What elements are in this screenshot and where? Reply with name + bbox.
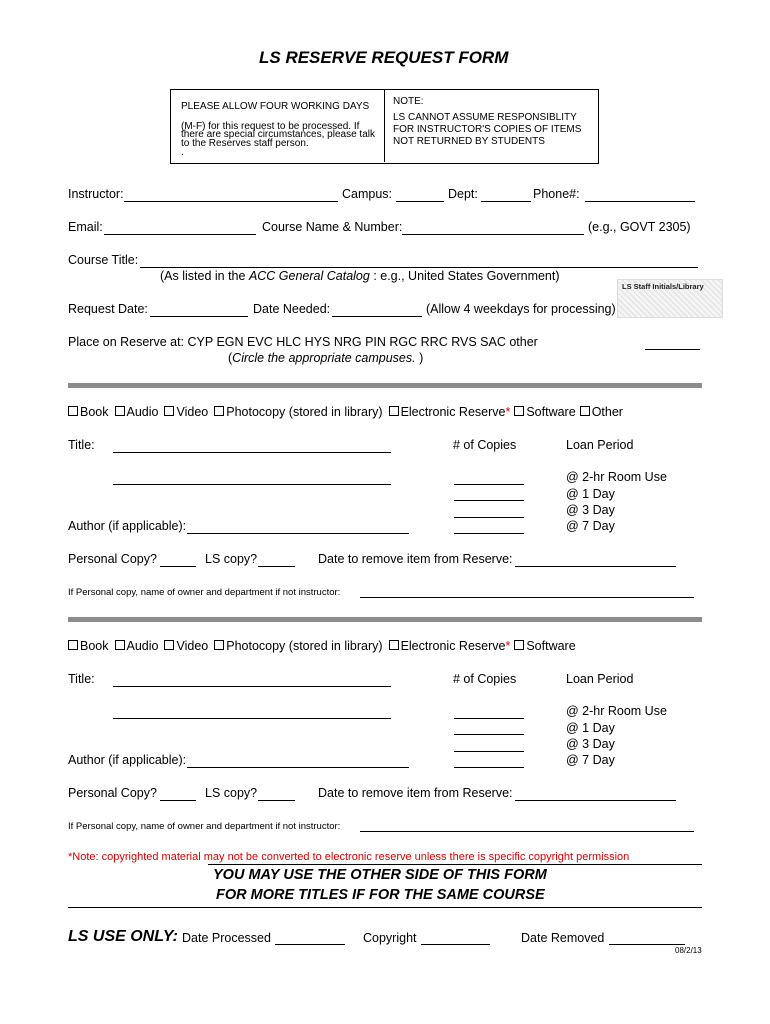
date-processed-field[interactable] xyxy=(275,944,345,945)
s1-loan-label: Loan Period xyxy=(566,438,634,452)
request-date-label: Request Date: xyxy=(68,302,148,316)
s2-ls-copy: LS copy? xyxy=(205,786,258,800)
course-name-label: Course Name & Number: xyxy=(262,220,403,234)
checkbox-icon xyxy=(389,640,399,650)
instructor-field[interactable] xyxy=(124,201,338,202)
type-label: Photocopy (stored in library) xyxy=(226,639,383,653)
copyright-label: Copyright xyxy=(363,931,417,945)
checkbox-icon xyxy=(580,406,590,416)
type-label: Photocopy (stored in library) xyxy=(226,405,383,419)
notice-line2: (M-F) for this request to be processed. If xyxy=(181,121,360,132)
s2-date-remove-field[interactable] xyxy=(515,800,676,801)
notice-divider xyxy=(384,89,385,162)
course-title-label: Course Title: xyxy=(68,253,139,267)
checkbox-icon xyxy=(514,406,524,416)
s1-copies-label: # of Copies xyxy=(453,438,517,452)
s2-owner-note: If Personal copy, name of owner and department if not instructor: xyxy=(68,821,341,832)
s1-ls-copy-field[interactable] xyxy=(258,566,295,567)
s1-title-field-1[interactable] xyxy=(113,452,391,453)
note-line3: FOR INSTRUCTOR'S COPIES OF ITEMS xyxy=(393,124,582,135)
checkbox-icon xyxy=(115,406,125,416)
date-needed-field[interactable] xyxy=(332,316,422,317)
s2-copies-field-1[interactable] xyxy=(454,718,524,719)
checkbox-icon xyxy=(214,640,224,650)
s2-owner-field[interactable] xyxy=(360,831,694,832)
phone-field[interactable] xyxy=(585,201,695,202)
type-label: Audio xyxy=(126,405,159,419)
checkbox-icon xyxy=(514,640,524,650)
type-software[interactable] xyxy=(514,405,575,419)
asterisk: * xyxy=(505,639,511,653)
dept-label: Dept: xyxy=(448,187,478,201)
campus-label: Campus: xyxy=(342,187,393,201)
section2-types xyxy=(68,639,582,653)
type-book[interactable] xyxy=(68,639,109,653)
type-electronic[interactable] xyxy=(389,639,511,653)
s1-owner-note: If Personal copy, name of owner and department if not instructor: xyxy=(68,587,341,598)
type-other[interactable] xyxy=(580,405,623,419)
campus-field[interactable] xyxy=(396,201,444,202)
ls-use-only-label: LS USE ONLY: xyxy=(68,928,178,945)
s1-author-label: Author (if applicable): xyxy=(68,519,187,533)
s1-personal-copy-field[interactable] xyxy=(160,566,196,567)
asterisk: * xyxy=(505,405,511,419)
divider-bottom xyxy=(68,907,702,908)
s2-title-label: Title: xyxy=(68,672,95,686)
type-label: Electronic Reserve xyxy=(400,405,506,419)
type-label: Software xyxy=(526,639,576,653)
checkbox-icon xyxy=(68,406,78,416)
type-label: Book xyxy=(80,639,109,653)
s1-copies-field-4[interactable] xyxy=(454,533,524,534)
s2-personal-copy-field[interactable] xyxy=(160,800,196,801)
copyright-field[interactable] xyxy=(421,944,490,945)
note-line1: NOTE: xyxy=(393,96,424,107)
s1-copies-field-3[interactable] xyxy=(454,517,524,518)
s1-owner-field[interactable] xyxy=(360,597,694,598)
type-label: Other xyxy=(591,405,623,419)
section1-types xyxy=(68,405,629,419)
course-title-field[interactable] xyxy=(140,267,698,268)
checkbox-icon xyxy=(68,640,78,650)
s2-title-field-1[interactable] xyxy=(113,686,391,687)
notice-line4: to the Reserves staff person. xyxy=(181,138,309,149)
s2-copies-field-3[interactable] xyxy=(454,751,524,752)
other-campus-field[interactable] xyxy=(645,349,700,350)
circle-close: ) xyxy=(415,351,424,365)
checkbox-icon xyxy=(164,406,174,416)
type-video[interactable] xyxy=(164,405,208,419)
s2-loan-2hr: @ 2-hr Room Use xyxy=(566,704,667,718)
s2-copies-field-4[interactable] xyxy=(454,767,524,768)
type-electronic[interactable] xyxy=(389,405,511,419)
s1-date-remove-field[interactable] xyxy=(515,566,676,567)
s2-loan-7day: @ 7 Day xyxy=(566,753,615,767)
type-video[interactable] xyxy=(164,639,208,653)
type-photocopy[interactable] xyxy=(214,639,382,653)
s1-title-field-2[interactable] xyxy=(113,484,391,485)
type-photocopy[interactable] xyxy=(214,405,382,419)
s1-author-field[interactable] xyxy=(187,533,409,534)
checkbox-icon xyxy=(164,640,174,650)
divider-top xyxy=(208,864,702,865)
s1-copies-field-2[interactable] xyxy=(454,500,524,501)
s2-ls-copy-field[interactable] xyxy=(258,800,295,801)
circle-note xyxy=(228,351,423,365)
form-date: 08/2/13 xyxy=(675,946,702,955)
date-processed-label: Date Processed xyxy=(182,931,271,945)
s1-loan-7day: @ 7 Day xyxy=(566,519,615,533)
s1-personal-copy: Personal Copy? xyxy=(68,552,157,566)
s1-copies-field-1[interactable] xyxy=(454,484,524,485)
type-label: Audio xyxy=(126,639,159,653)
other-side-line2: FOR MORE TITLES IF FOR THE SAME COURSE xyxy=(216,887,545,903)
staff-initials-label: LS Staff Initials/Library xyxy=(622,282,704,291)
checkbox-icon xyxy=(389,406,399,416)
checkbox-icon xyxy=(214,406,224,416)
s2-author-field[interactable] xyxy=(187,767,409,768)
type-audio[interactable] xyxy=(115,639,159,653)
s2-loan-1day: @ 1 Day xyxy=(566,721,615,735)
dept-field[interactable] xyxy=(481,201,531,202)
course-example: (e.g., GOVT 2305) xyxy=(588,220,691,234)
request-date-field[interactable] xyxy=(150,316,248,317)
note-line2: LS CANNOT ASSUME RESPONSIBLITY xyxy=(393,112,577,123)
circle-italic: Circle the appropriate campuses. xyxy=(232,351,416,365)
instructor-label: Instructor: xyxy=(68,187,124,201)
separator-2 xyxy=(68,617,702,622)
s2-date-remove: Date to remove item from Reserve: xyxy=(318,786,513,800)
email-field[interactable] xyxy=(104,234,256,235)
notice-line1: PLEASE ALLOW FOUR WORKING DAYS xyxy=(181,101,370,112)
type-label: Video xyxy=(176,405,209,419)
s2-copies-label: # of Copies xyxy=(453,672,517,686)
s2-title-field-2[interactable] xyxy=(113,718,391,719)
catalog-suffix: : e.g., United States Government) xyxy=(369,269,560,283)
catalog-note xyxy=(160,269,560,283)
s1-ls-copy: LS copy? xyxy=(205,552,258,566)
type-audio[interactable] xyxy=(115,405,159,419)
email-label: Email: xyxy=(68,220,103,234)
allow-note: (Allow 4 weekdays for processing) xyxy=(426,302,616,316)
s1-loan-3day: @ 3 Day xyxy=(566,503,615,517)
place-on-reserve: Place on Reserve at: CYP EGN EVC HLC HYS NRG PIN RGC RRC RVS SAC other xyxy=(68,335,538,349)
staff-initials-stamp xyxy=(617,279,723,318)
type-label: Electronic Reserve xyxy=(400,639,506,653)
type-label: Book xyxy=(80,405,109,419)
s2-loan-label: Loan Period xyxy=(566,672,634,686)
date-needed-label: Date Needed: xyxy=(253,302,331,316)
s1-loan-2hr: @ 2-hr Room Use xyxy=(566,470,667,484)
s2-personal-copy: Personal Copy? xyxy=(68,786,157,800)
catalog-italic: ACC General Catalog xyxy=(248,269,370,283)
date-removed-field[interactable] xyxy=(609,944,685,945)
notice-line3: there are special circumstances, please talk xyxy=(181,129,375,140)
other-side-line1: YOU MAY USE THE OTHER SIDE OF THIS FORM xyxy=(213,867,547,883)
catalog-prefix: (As listed in the xyxy=(160,269,249,283)
date-removed-label: Date Removed xyxy=(521,931,605,945)
note-line4: NOT RETURNED BY STUDENTS xyxy=(393,136,545,147)
type-label: Video xyxy=(176,639,209,653)
checkbox-icon xyxy=(115,640,125,650)
s2-copies-field-2[interactable] xyxy=(454,734,524,735)
type-label: Software xyxy=(526,405,576,419)
circle-open: ( xyxy=(228,351,233,365)
s1-title-label: Title: xyxy=(68,438,95,452)
notice-line5: . xyxy=(181,147,184,158)
type-book[interactable] xyxy=(68,405,109,419)
type-software[interactable] xyxy=(514,639,575,653)
separator-1 xyxy=(68,383,702,388)
s2-loan-3day: @ 3 Day xyxy=(566,737,615,751)
s1-date-remove: Date to remove item from Reserve: xyxy=(318,552,513,566)
form-title: LS RESERVE REQUEST FORM xyxy=(259,48,509,67)
s2-author-label: Author (if applicable): xyxy=(68,753,187,767)
course-name-field[interactable] xyxy=(402,234,584,235)
phone-label: Phone#: xyxy=(533,187,580,201)
copyright-note: *Note: copyrighted material may not be converted to electronic reserve unless there is specific copyright permission xyxy=(68,851,630,863)
s1-loan-1day: @ 1 Day xyxy=(566,487,615,501)
